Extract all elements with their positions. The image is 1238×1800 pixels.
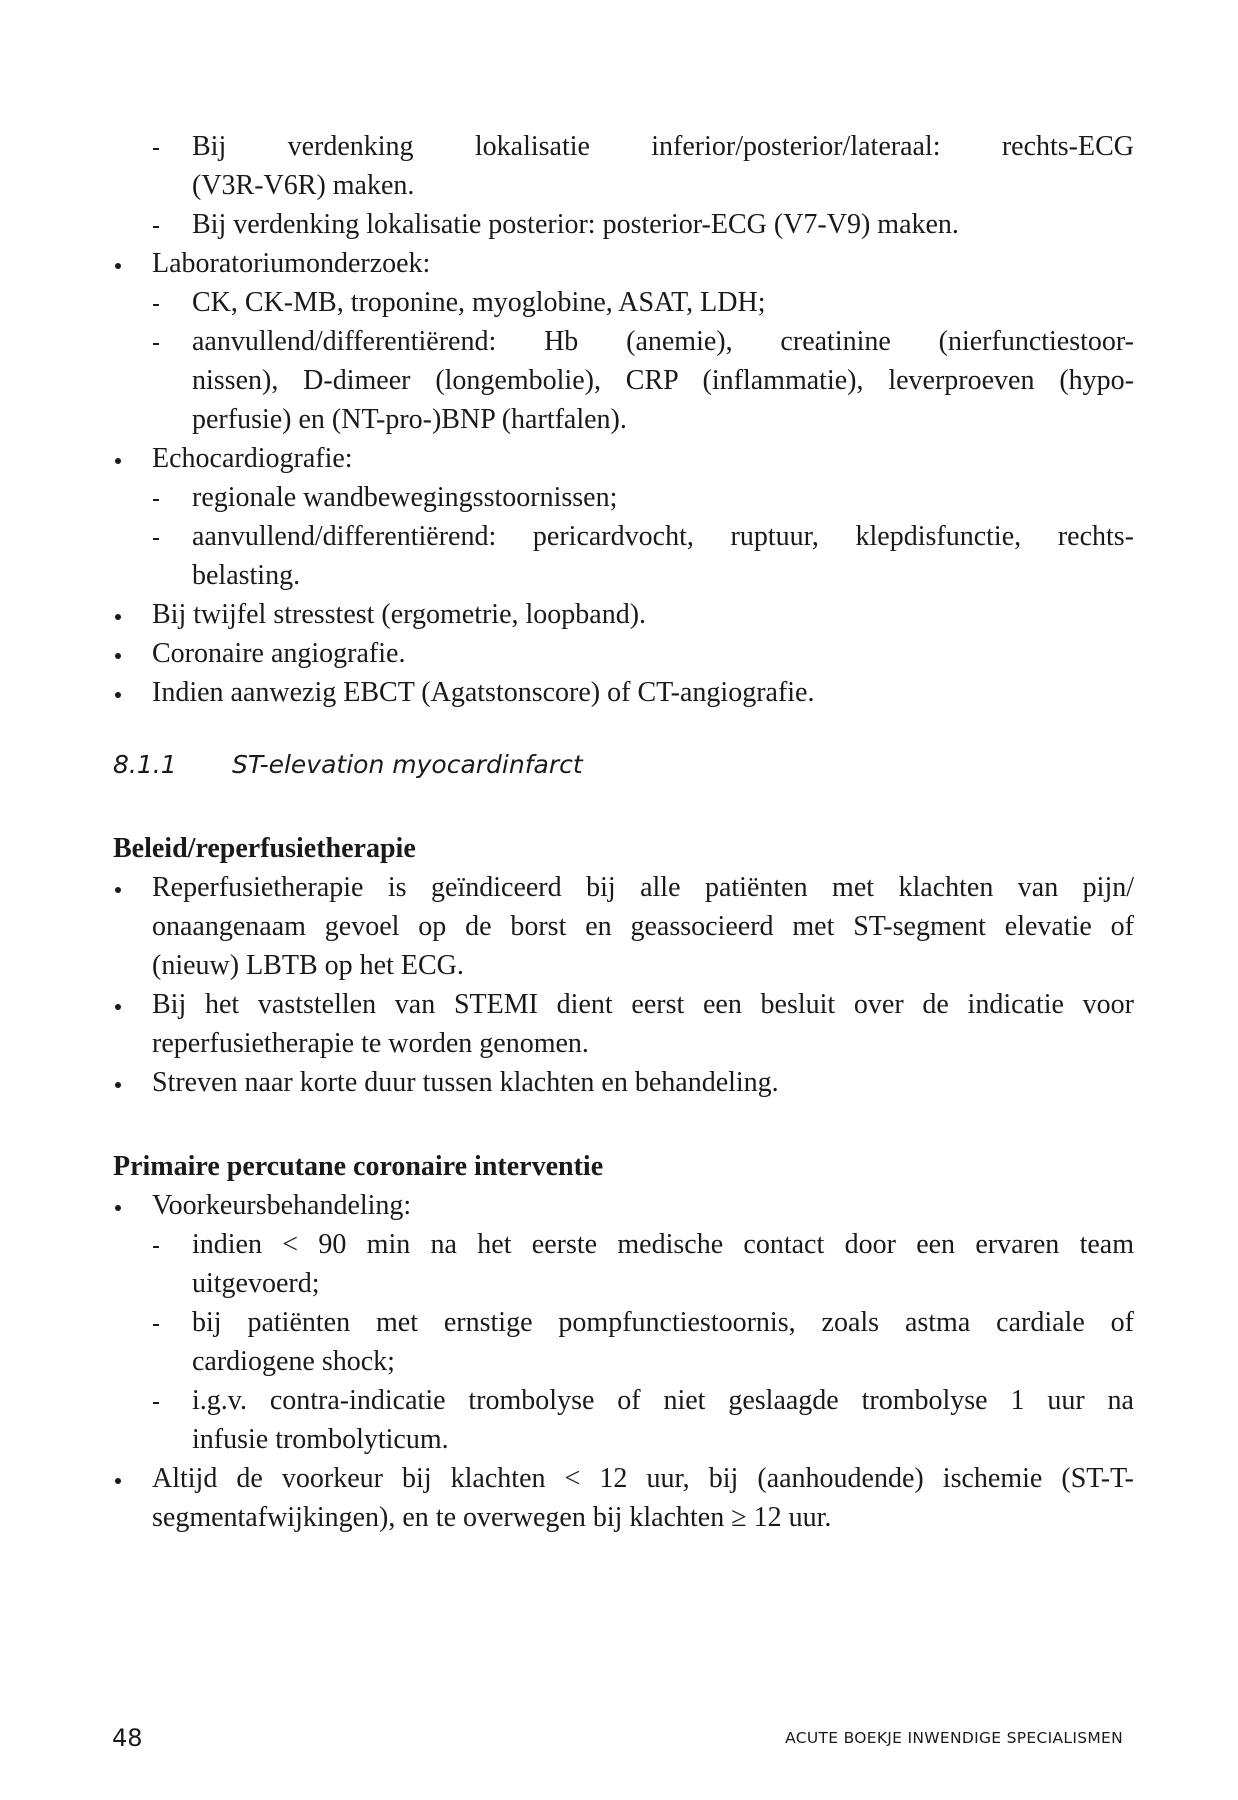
list-item-text: Altijd de voorkeur bij klachten < 12 uur, bij (aanhoudende) ischemie (ST-T- <box>152 1463 1134 1494</box>
list-item-text: Voorkeursbehandeling: <box>152 1190 412 1221</box>
list-item-text: Bij verdenking lokalisatie inferior/posterior/lateraal: rechts-ECG <box>192 131 1134 162</box>
list-item-continuation <box>113 1420 1134 1459</box>
list-item <box>113 322 1134 361</box>
list-item <box>113 985 1134 1024</box>
list-item-text: aanvullend/differentiërend: pericardvocht, ruptuur, klepdisfunctie, rechts- <box>192 521 1134 552</box>
list-item <box>113 517 1134 556</box>
list-item-text: Streven naar korte duur tussen klachten en behandeling. <box>152 1067 779 1098</box>
list-item-continuation <box>113 1342 1134 1381</box>
list-item <box>113 439 1134 478</box>
list-item <box>113 634 1134 673</box>
running-footer-title: ACUTE BOEKJE INWENDIGE SPECIALISMEN <box>785 1729 1123 1747</box>
list-item <box>113 1303 1134 1342</box>
list-item-text: Indien aanwezig EBCT (Agatstonscore) of CT-angiografie. <box>152 677 815 708</box>
list-item-continuation <box>113 1024 1134 1063</box>
list-item-text: Echocardiografie: <box>152 443 353 474</box>
list-item <box>113 1459 1134 1498</box>
list-item-text: nissen), D-dimeer (longembolie), CRP (inflammatie), leverproeven (hypo- <box>192 365 1134 396</box>
list-item-text: aanvullend/differentiërend: Hb (anemie), creatinine (nierfunctiestoor- <box>192 326 1134 357</box>
list-item-text: belasting. <box>192 560 301 591</box>
pci-list <box>113 1186 1134 1537</box>
section-heading <box>113 745 1134 784</box>
list-item <box>113 595 1134 634</box>
list-item-continuation <box>113 1498 1134 1537</box>
list-item-text: infusie trombolyticum. <box>192 1424 449 1455</box>
page-number: 48 <box>112 1724 143 1752</box>
list-item-continuation <box>113 400 1134 439</box>
list-item <box>113 205 1134 244</box>
list-item <box>113 868 1134 907</box>
list-item-text: bij patiënten met ernstige pompfunctiestoornis, zoals astma cardiale of <box>192 1307 1134 1338</box>
list-item <box>113 673 1134 712</box>
list-item-continuation <box>113 1264 1134 1303</box>
list-item-text: Reperfusietherapie is geïndiceerd bij alle patiënten met klachten van pijn/ <box>152 872 1134 903</box>
list-item-text: Bij het vaststellen van STEMI dient eerst een besluit over de indicatie voor <box>152 989 1134 1020</box>
list-item-text: Bij verdenking lokalisatie posterior: posterior-ECG (V7-V9) maken. <box>192 209 959 240</box>
list-item-text: segmentafwijkingen), en te overwegen bij klachten ≥ 12 uur. <box>152 1502 832 1533</box>
list-item-text: uitgevoerd; <box>192 1268 320 1299</box>
list-item <box>113 1063 1134 1102</box>
list-item-text: indien < 90 min na het eerste medische contact door een ervaren team <box>192 1229 1134 1260</box>
list-item <box>113 127 1134 166</box>
list-item-text: onaangenaam gevoel op de borst en geassocieerd met ST-segment elevatie of <box>152 911 1134 942</box>
section-number: 8.1.1 <box>113 750 177 779</box>
list-item <box>113 1186 1134 1225</box>
list-item-text: Coronaire angiografie. <box>152 638 406 669</box>
subsection-heading-pci: Primaire percutane coronaire interventie <box>113 1151 604 1182</box>
list-item-text: Bij twijfel stresstest (ergometrie, loopband). <box>152 599 647 630</box>
list-item <box>113 1225 1134 1264</box>
list-item-continuation <box>113 556 1134 595</box>
list-item <box>113 1381 1134 1420</box>
list-item-text: perfusie) en (NT-pro-)BNP (hartfalen). <box>192 404 627 435</box>
list-item-text: cardiogene shock; <box>192 1346 395 1377</box>
list-item-text: CK, CK-MB, troponine, myoglobine, ASAT, LDH; <box>192 287 766 318</box>
list-item <box>113 244 1134 283</box>
list-item-text: regionale wandbewegingsstoornissen; <box>192 482 618 513</box>
list-item <box>113 478 1134 517</box>
list-item-text: i.g.v. contra-indicatie trombolyse of niet geslaagde trombolyse 1 uur na <box>192 1385 1134 1416</box>
list-item-continuation <box>113 907 1134 946</box>
section-title: ST-elevation myocardinfarct <box>232 750 583 779</box>
list-item <box>113 283 1134 322</box>
list-item-text: Laboratoriumonderzoek: <box>152 248 431 279</box>
subsection-heading-beleid: Beleid/reperfusietherapie <box>113 833 416 864</box>
list-item-continuation <box>113 166 1134 205</box>
list-item-text: reperfusietherapie te worden genomen. <box>152 1028 589 1059</box>
diagnostics-list <box>113 127 1134 712</box>
list-item-text: (V3R-V6R) maken. <box>192 170 415 201</box>
beleid-list <box>113 868 1134 1102</box>
list-item-continuation <box>113 946 1134 985</box>
page-body <box>113 127 1134 1537</box>
list-item-continuation <box>113 361 1134 400</box>
list-item-text: (nieuw) LBTB op het ECG. <box>152 950 464 981</box>
